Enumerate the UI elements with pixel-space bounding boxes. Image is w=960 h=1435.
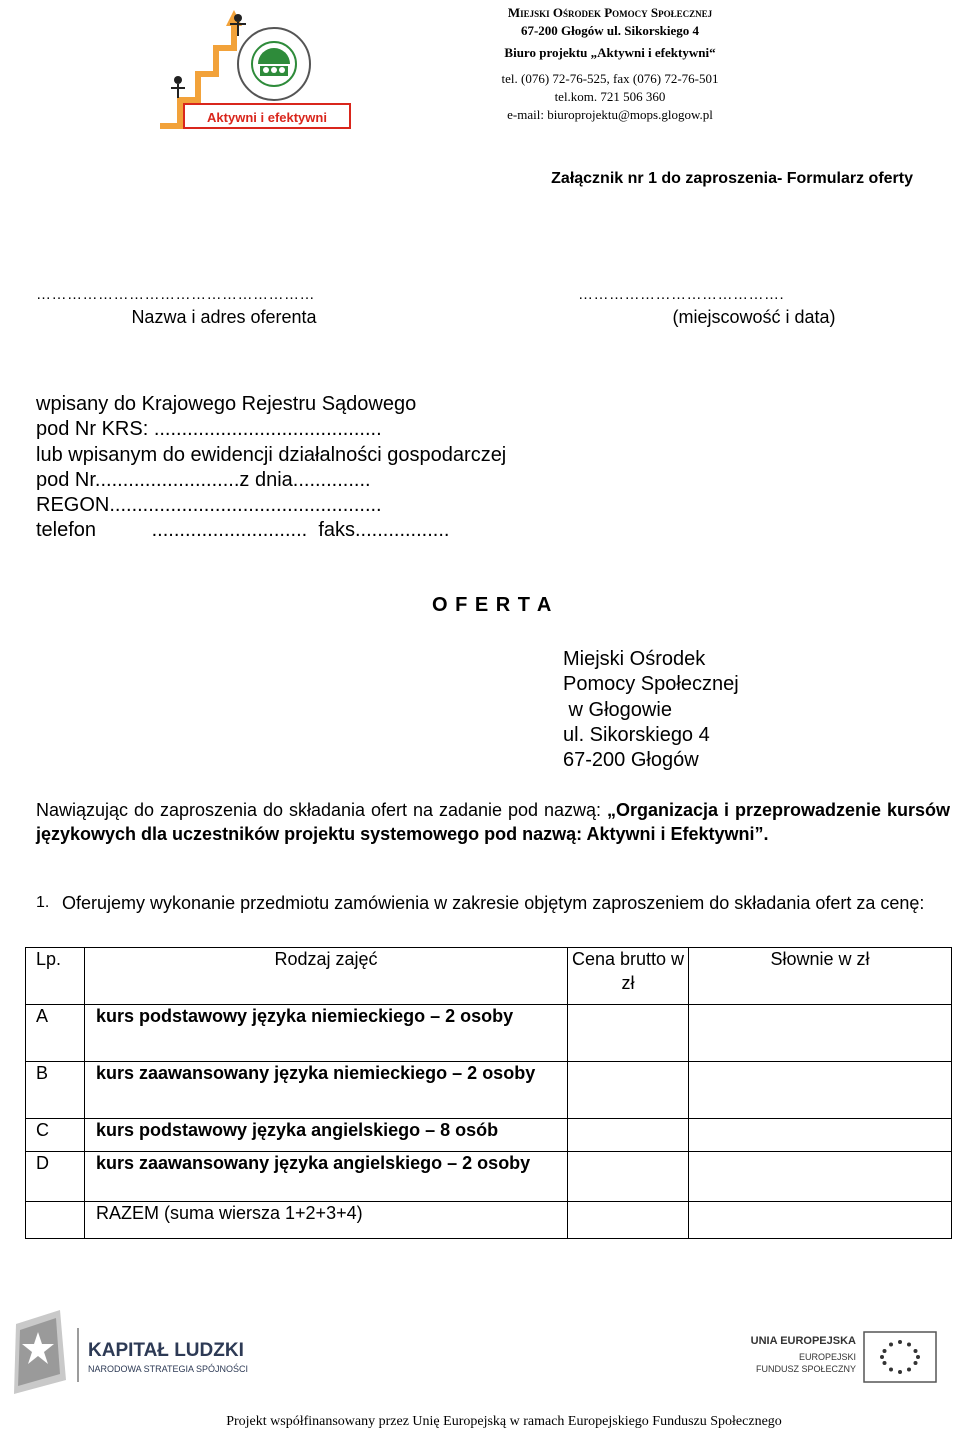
row-lp: B bbox=[26, 1062, 85, 1119]
email-address: e-mail: biuroprojektu@mops.glogow.pl bbox=[507, 107, 713, 122]
price-cell[interactable] bbox=[568, 1119, 689, 1152]
svg-text:FUNDUSZ SPOŁECZNY: FUNDUSZ SPOŁECZNY bbox=[755, 1364, 856, 1374]
svg-text:UNIA EUROPEJSKA: UNIA EUROPEJSKA bbox=[750, 1335, 856, 1347]
total-words-cell[interactable] bbox=[689, 1202, 952, 1239]
cofinancing-note: Projekt współfinansowany przez Unię Europejską w ramach Europejskiego Funduszu Społecznego bbox=[226, 1414, 782, 1429]
svg-text:EUROPEJSKI: EUROPEJSKI bbox=[798, 1352, 856, 1362]
registration-line: lub wpisanym do ewidencji działalności gospodarczej bbox=[36, 443, 507, 466]
table-row bbox=[26, 1119, 952, 1152]
recipient-line: Pomocy Społecznej bbox=[563, 673, 739, 696]
header-price: Cena brutto w zł bbox=[568, 948, 689, 1005]
task-name: „Organizacja i przeprowadzenie kursów językowych dla uczestników projektu systemowego pod nazwą: Aktywni i Efektywni”. bbox=[36, 800, 951, 844]
intro-paragraph bbox=[36, 798, 950, 846]
bidder-name-caption: Nazwa i adres oferenta bbox=[131, 307, 317, 327]
course-name: kurs zaawansowany języka angielskiego – 2 osoby bbox=[96, 1153, 531, 1173]
total-lp bbox=[26, 1202, 85, 1239]
offer-item-1 bbox=[36, 891, 950, 915]
registration-block bbox=[36, 392, 506, 544]
attachment-title: Załącznik nr 1 do zaproszenia- Formularz oferty bbox=[551, 170, 913, 187]
table-row bbox=[26, 1005, 952, 1062]
words-cell[interactable] bbox=[689, 1119, 952, 1152]
words-cell[interactable] bbox=[689, 1005, 952, 1062]
row-course bbox=[85, 1119, 568, 1152]
words-cell[interactable] bbox=[689, 1062, 952, 1119]
svg-text:Aktywni i efektywni: Aktywni i efektywni bbox=[207, 110, 327, 125]
total-label: RAZEM (suma wiersza 1+2+3+4) bbox=[96, 1203, 363, 1223]
bidder-name-dots: ……………………………………………… bbox=[36, 286, 315, 303]
recipient-line: w Głogowie bbox=[563, 698, 672, 721]
registration-line: REGON................................................. bbox=[36, 494, 382, 517]
recipient-line: ul. Sikorskiego 4 bbox=[563, 723, 710, 746]
price-cell[interactable] bbox=[568, 1005, 689, 1062]
kapital-ludzki-logo bbox=[8, 1310, 274, 1402]
place-date-caption: (miejscowość i data) bbox=[672, 307, 836, 327]
offer-heading: O F E R T A bbox=[432, 594, 553, 616]
row-lp: C bbox=[26, 1119, 85, 1152]
row-course bbox=[85, 1152, 568, 1202]
price-cell[interactable] bbox=[568, 1062, 689, 1119]
recipient-line: 67-200 Głogów bbox=[563, 749, 699, 772]
place-date-dots: …………………………………. bbox=[578, 286, 785, 303]
svg-text:KAPITAŁ LUDZKI: KAPITAŁ LUDZKI bbox=[88, 1340, 244, 1361]
price-cell[interactable] bbox=[568, 1152, 689, 1202]
item-number: 1. bbox=[36, 894, 50, 911]
price-table bbox=[25, 947, 952, 1239]
registration-line: wpisany do Krajowego Rejestru Sądowego bbox=[36, 393, 417, 415]
item-text: Oferujemy wykonanie przedmiotu zamówienia w zakresie objętym zaproszeniem do składania ofert za cenę: bbox=[62, 893, 925, 913]
header-words: Słownie w zł bbox=[689, 948, 952, 1005]
table-row bbox=[26, 1062, 952, 1119]
table-row bbox=[26, 1152, 952, 1202]
eu-flag-logo bbox=[746, 1318, 942, 1396]
row-course bbox=[85, 1005, 568, 1062]
header-course: Rodzaj zajęć bbox=[85, 948, 568, 1005]
registration-line: pod Nr KRS: ......................................... bbox=[36, 418, 382, 441]
course-name: kurs podstawowy języka angielskiego – 8 osób bbox=[96, 1120, 499, 1140]
recipient-address bbox=[563, 647, 739, 773]
row-lp: A bbox=[26, 1005, 85, 1062]
aktywni-i-efektywni-logo bbox=[158, 8, 354, 130]
org-name: Miejski Ośrodek Pomocy Społecznej bbox=[507, 5, 713, 20]
course-name: kurs zaawansowany języka niemieckiego – 2 osoby bbox=[96, 1063, 536, 1083]
recipient-line: Miejski Ośrodek bbox=[563, 648, 706, 670]
row-lp: D bbox=[26, 1152, 85, 1202]
total-label-cell bbox=[85, 1202, 568, 1239]
registration-line: telefon ............................ faks................. bbox=[36, 519, 450, 542]
row-course bbox=[85, 1062, 568, 1119]
registration-line: pod Nr..........................z dnia.............. bbox=[36, 468, 371, 491]
project-office: Biuro projektu „Aktywni i efektywni“ bbox=[504, 45, 716, 60]
total-row bbox=[26, 1202, 952, 1239]
course-name: kurs podstawowy języka niemieckiego – 2 osoby bbox=[96, 1006, 514, 1026]
phone-fax: tel. (076) 72-76-525, fax (076) 72-76-501 bbox=[501, 71, 719, 86]
mobile-phone: tel.kom. 721 506 360 bbox=[554, 89, 666, 104]
words-cell[interactable] bbox=[689, 1152, 952, 1202]
header-lp: Lp. bbox=[26, 948, 85, 1005]
intro-text: Nawiązując do zaproszenia do składania ofert na zadanie pod nazwą: bbox=[36, 800, 608, 820]
table-header-row bbox=[26, 948, 952, 1005]
total-price-cell[interactable] bbox=[568, 1202, 689, 1239]
svg-text:NARODOWA STRATEGIA SPÓJNOŚCI: NARODOWA STRATEGIA SPÓJNOŚCI bbox=[88, 1364, 249, 1374]
org-address: 67-200 Głogów ul. Sikorskiego 4 bbox=[520, 23, 700, 38]
